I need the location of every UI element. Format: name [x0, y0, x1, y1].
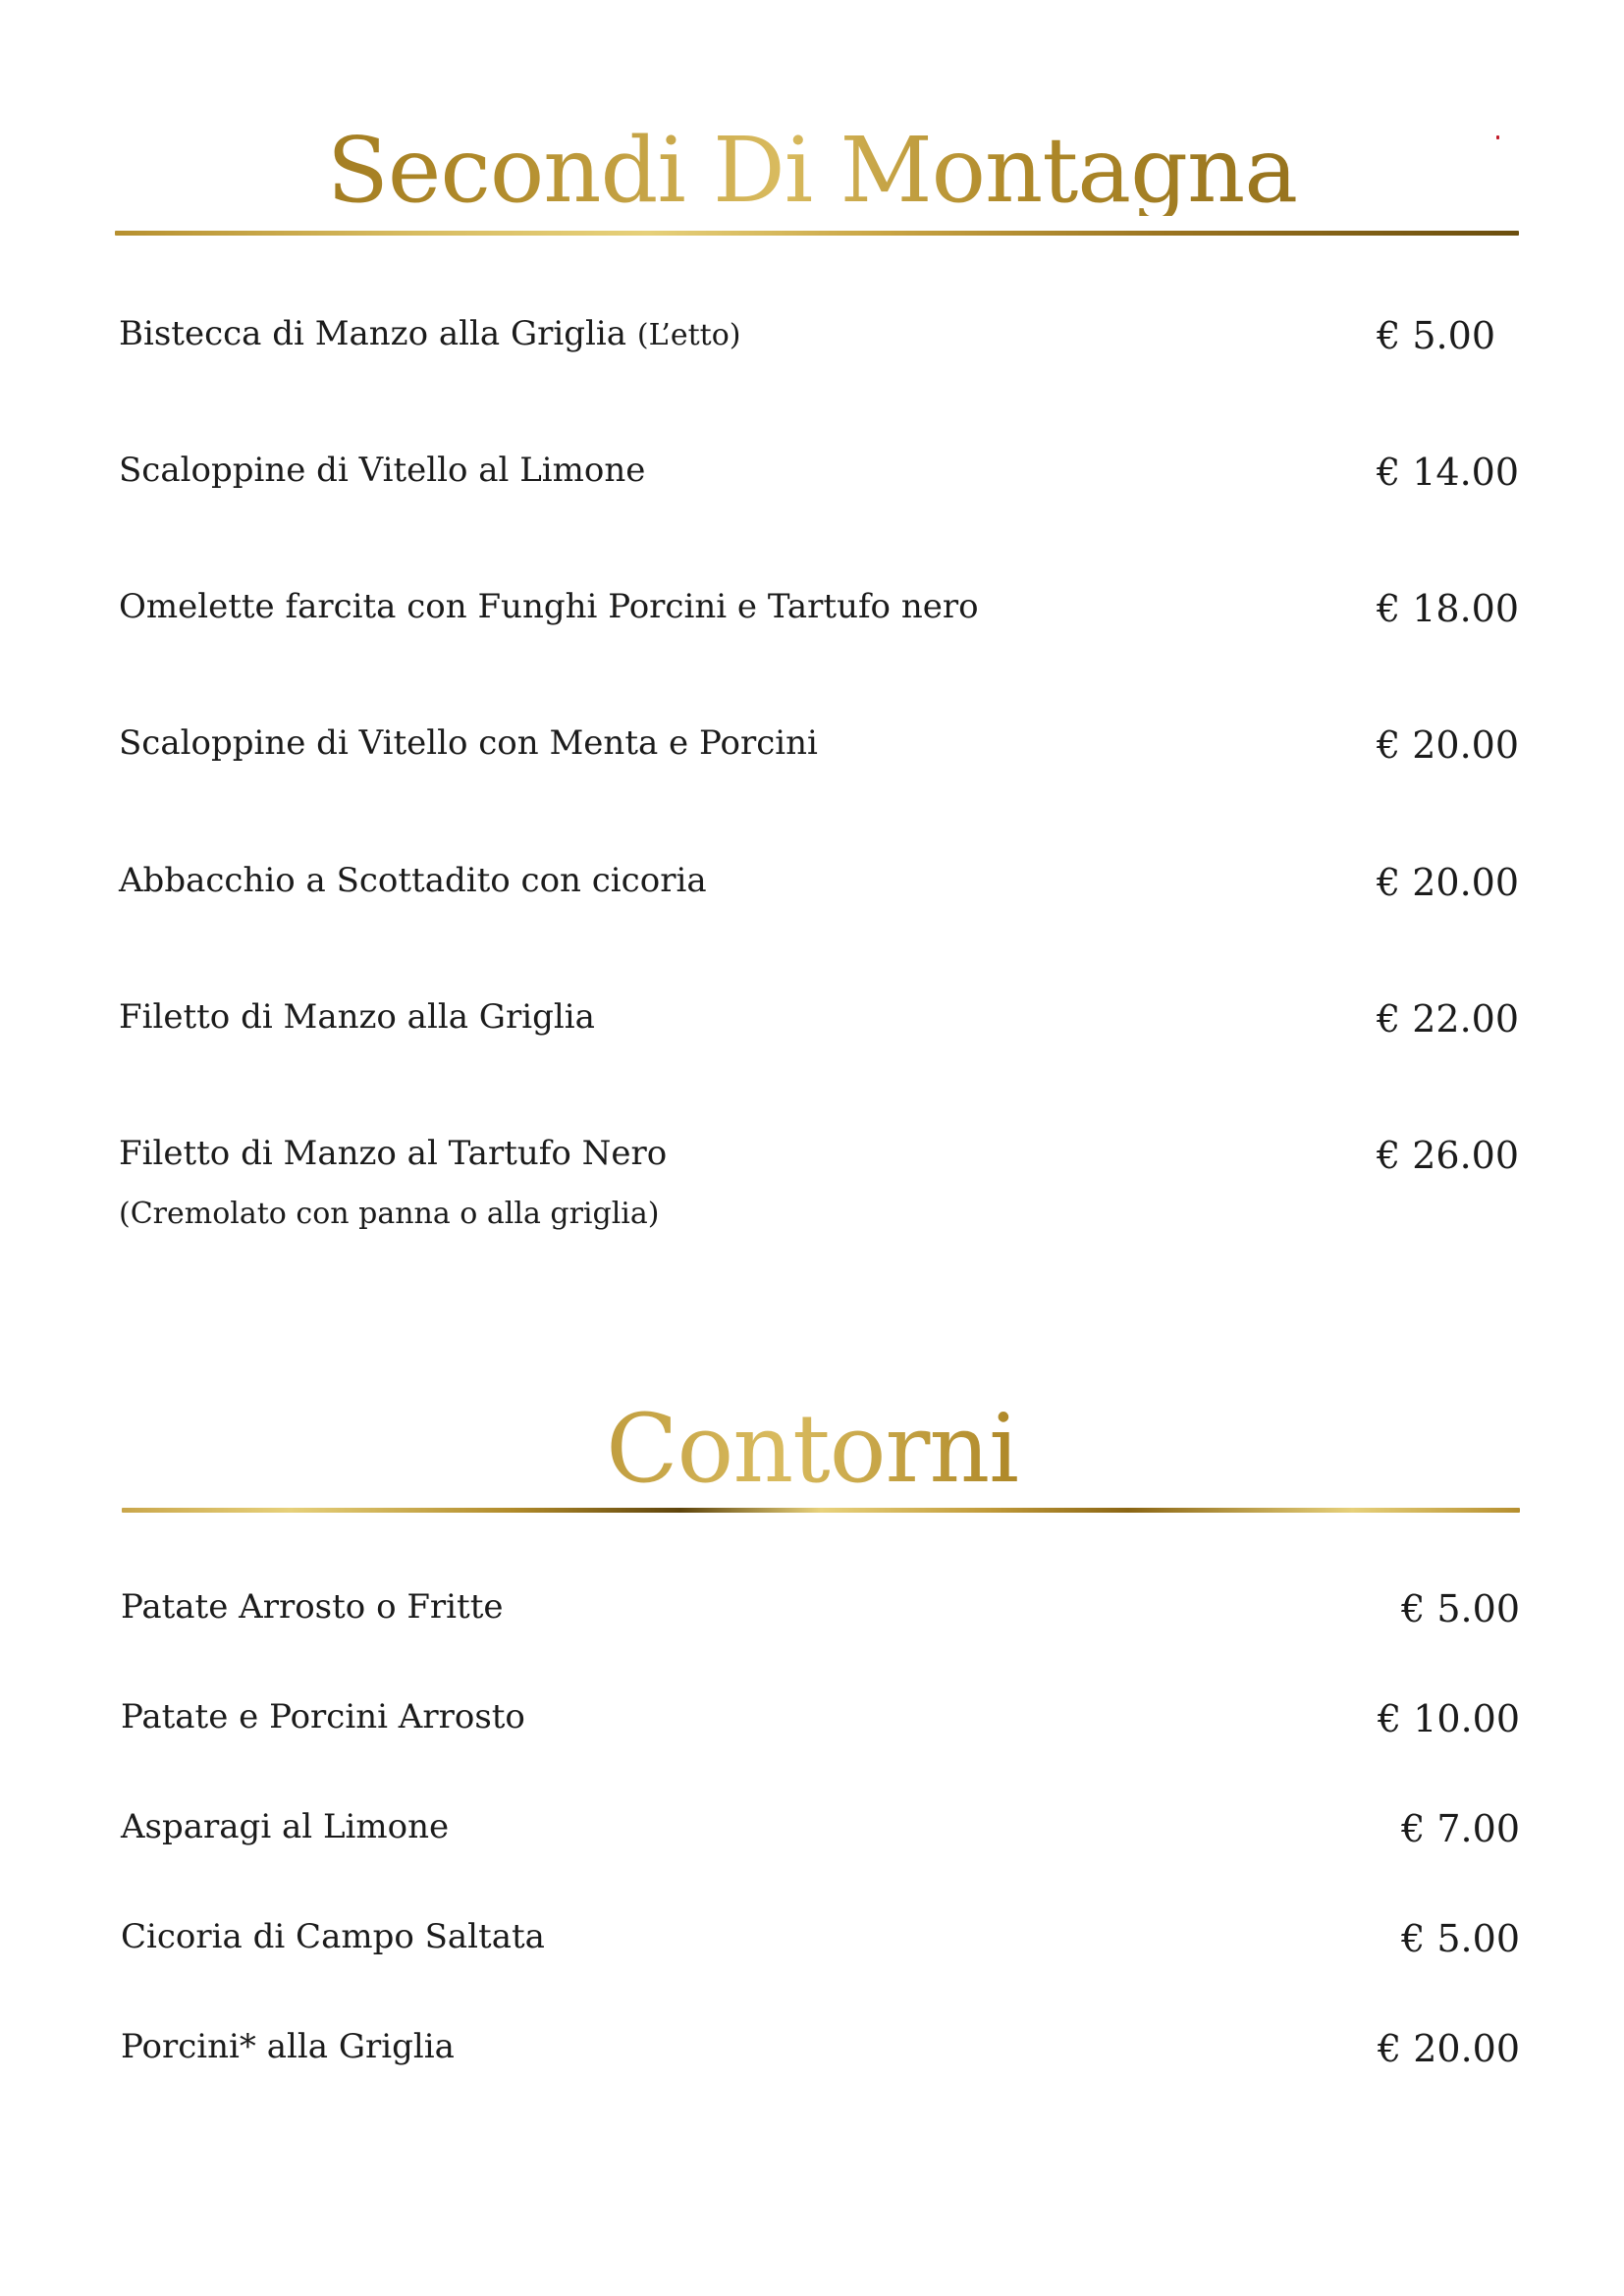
item-name: Filetto di Manzo alla Griglia — [119, 997, 595, 1037]
item-price: € 5.00 — [1401, 1587, 1520, 1630]
item-name: Asparagi al Limone — [121, 1807, 450, 1846]
item-name: Patate Arrosto o Fritte — [121, 1587, 504, 1627]
item-name — [119, 314, 741, 353]
gold-divider-secondi — [115, 231, 1519, 236]
item-name: Omelette farcita con Funghi Porcini e Tartufo nero — [119, 587, 979, 626]
item-subtitle: (Cremolato con panna o alla griglia) — [119, 1197, 660, 1231]
item-name: Scaloppine di Vitello al Limone — [119, 451, 646, 490]
gold-divider-contorni — [122, 1508, 1520, 1513]
item-name: Filetto di Manzo al Tartufo Nero — [119, 1134, 668, 1173]
section-title-secondi: Secondi Di Montagna — [0, 126, 1624, 216]
item-price: € 26.00 — [1376, 1134, 1519, 1177]
item-name-text: Bistecca di Manzo alla Griglia — [119, 314, 627, 353]
item-price: € 20.00 — [1376, 723, 1519, 767]
item-name: Scaloppine di Vitello con Menta e Porcini — [119, 723, 818, 763]
item-price: € 5.00 — [1401, 1917, 1520, 1960]
item-name: Porcini* alla Griglia — [121, 2027, 455, 2066]
section-title-contorni: Contorni — [0, 1402, 1624, 1496]
item-name: Cicoria di Campo Saltata — [121, 1917, 545, 1956]
item-price: € 22.00 — [1376, 997, 1519, 1041]
item-price: € 20.00 — [1376, 861, 1519, 904]
item-price: € 5.00 — [1377, 314, 1495, 357]
item-name: Patate e Porcini Arrosto — [121, 1697, 525, 1736]
item-price: € 20.00 — [1377, 2027, 1520, 2070]
item-name: Abbacchio a Scottadito con cicoria — [119, 861, 707, 900]
item-price: € 14.00 — [1376, 451, 1519, 494]
item-price: € 7.00 — [1401, 1807, 1520, 1850]
item-note: (L’etto) — [636, 318, 741, 352]
item-price: € 18.00 — [1376, 587, 1519, 630]
item-price: € 10.00 — [1377, 1697, 1520, 1740]
